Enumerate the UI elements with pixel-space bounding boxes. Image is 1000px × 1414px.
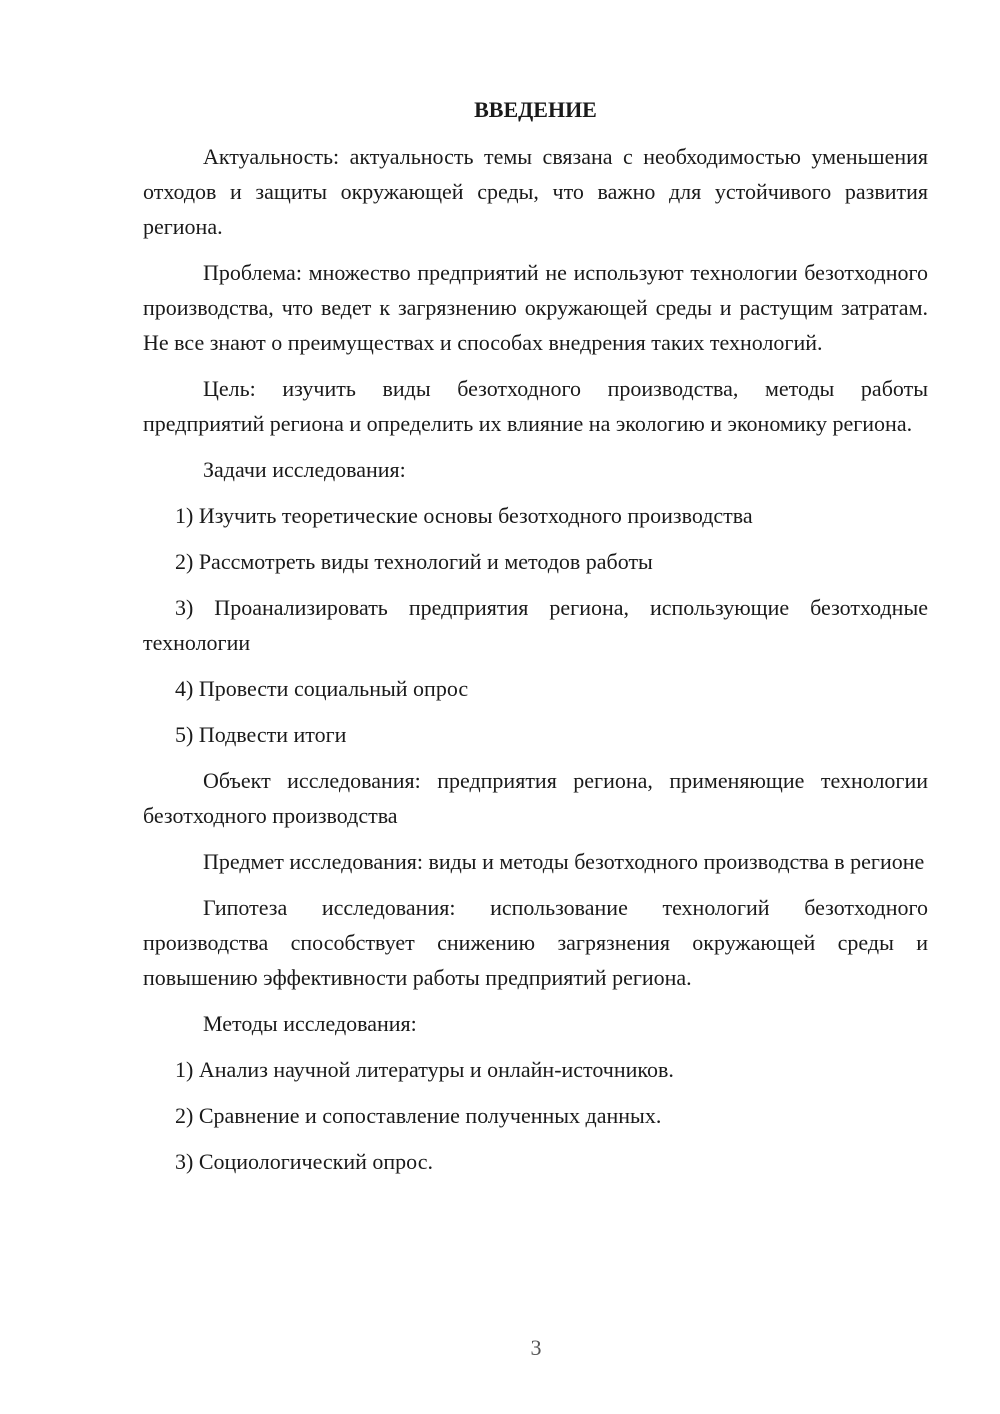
method-item: 3) Социологический опрос.	[175, 1149, 433, 1174]
task-item: 3) Проанализировать предприятия региона, использующие безотходные технологии	[143, 595, 928, 655]
method-item: 2) Сравнение и сопоставление полученных данных.	[175, 1103, 662, 1128]
object-paragraph: Объект исследования: предприятия региона, применяющие технологии безотходного производства	[143, 768, 928, 828]
tasks-heading: Задачи исследования:	[203, 457, 406, 482]
task-item: 5) Подвести итоги	[175, 722, 347, 747]
task-item: 2) Рассмотреть виды технологий и методов работы	[175, 549, 653, 574]
document-title: ВВЕДЕНИЕ	[474, 97, 597, 122]
methods-heading: Методы исследования:	[203, 1011, 417, 1036]
subject-paragraph: Предмет исследования: виды и методы безотходного производства в регионе	[203, 849, 925, 874]
page-number: 3	[530, 1335, 542, 1360]
relevance-paragraph: Актуальность: актуальность темы связана с необходимостью уменьшения отходов и защиты окружающей среды, что важно для устойчивого развития региона.	[143, 144, 928, 239]
task-item: 4) Провести социальный опрос	[175, 676, 469, 701]
problem-paragraph: Проблема: множество предприятий не используют технологии безотходного производства, что ведет к загрязнению окружающей среды и растущим затратам. Не все знают о преимуществах и способах внедрения таких технологий.	[143, 260, 928, 355]
method-item: 1) Анализ научной литературы и онлайн-источников.	[175, 1057, 674, 1082]
document-page	[143, 95, 928, 1190]
hypothesis-paragraph: Гипотеза исследования: использование технологий безотходного производства способствует снижению загрязнения окружающей среды и повышению эффективности работы предприятий региона.	[143, 895, 928, 990]
goal-paragraph: Цель: изучить виды безотходного производства, методы работы предприятий региона и определить их влияние на экологию и экономику региона.	[143, 376, 928, 436]
task-item: 1) Изучить теоретические основы безотходного производства	[175, 503, 753, 528]
